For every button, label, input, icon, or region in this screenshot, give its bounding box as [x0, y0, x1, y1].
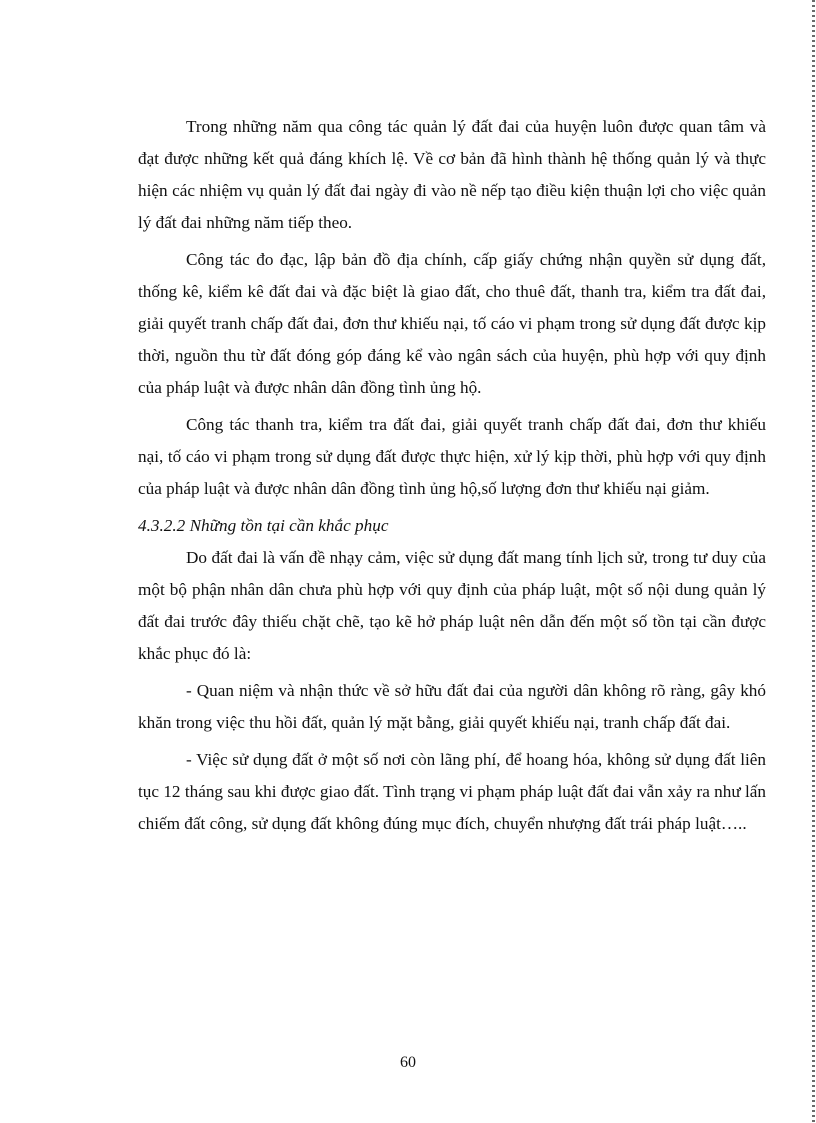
document-body: [138, 111, 766, 845]
bullet-ownership-awareness: - Quan niệm và nhận thức về sở hữu đất đai của người dân không rõ ràng, gây khó khăn trong việc thu hồi đất, quản lý mặt bằng, giải quyết khiếu nại, tranh chấp đất đai.: [138, 681, 766, 732]
paragraph-inspection-and-disputes: Công tác thanh tra, kiểm tra đất đai, giải quyết tranh chấp đất đai, đơn thư khiếu nại, tố cáo vi phạm trong sử dụng đất được thực hiện, xử lý kịp thời, phù hợp với quy định của pháp luật và được nhân dân đồng tình ủng hộ,số lượng đơn thư khiếu nại giảm.: [138, 415, 766, 498]
paragraph-surveying-and-certification: Công tác đo đạc, lập bản đồ địa chính, cấp giấy chứng nhận quyền sử dụng đất, thống kê, kiểm kê đất đai và đặc biệt là giao đất, cho thuê đất, thanh tra, kiểm tra đất đai, giải quyết tranh chấp đất đai, đơn thư khiếu nại, tố cáo vi phạm trong sử dụng đất được kịp thời, nguồn thu từ đất đóng góp đáng kể vào ngân sách của huyện, phù hợp với quy định của pháp luật và được nhân dân đồng tình ủng hộ.: [138, 250, 766, 397]
paragraph-land-management-results: Trong những năm qua công tác quản lý đất đai của huyện luôn được quan tâm và đạt được những kết quả đáng khích lệ. Về cơ bản đã hình thành hệ thống quản lý và thực hiện các nhiệm vụ quản lý đất đai ngày đi vào nề nếp tạo điều kiện thuận lợi cho việc quản lý đất đai những năm tiếp theo.: [138, 117, 766, 232]
bullet-land-waste: - Việc sử dụng đất ở một số nơi còn lãng phí, để hoang hóa, không sử dụng đất liên tục 12 tháng sau khi được giao đất. Tình trạng vi phạm pháp luật đất đai vẫn xảy ra như lấn chiếm đất công, sử dụng đất không đúng mục đích, chuyển nhượng đất trái pháp luật…..: [138, 750, 766, 833]
vertical-scrollbar[interactable]: [810, 0, 816, 1123]
paragraph-existing-issues: Do đất đai là vấn đề nhạy cảm, việc sử dụng đất mang tính lịch sử, trong tư duy của một bộ phận nhân dân chưa phù hợp với quy định của pháp luật, một số nội dung quản lý đất đai trước đây thiếu chặt chẽ, tạo kẽ hở pháp luật nên dẫn đến một số tồn tại cần được khắc phục đó là:: [138, 548, 766, 663]
section-heading: 4.3.2.2 Những tồn tại cần khắc phục: [138, 516, 389, 535]
page-number: 60: [400, 1054, 416, 1071]
scrollbar-thumb[interactable]: [812, 0, 815, 1123]
